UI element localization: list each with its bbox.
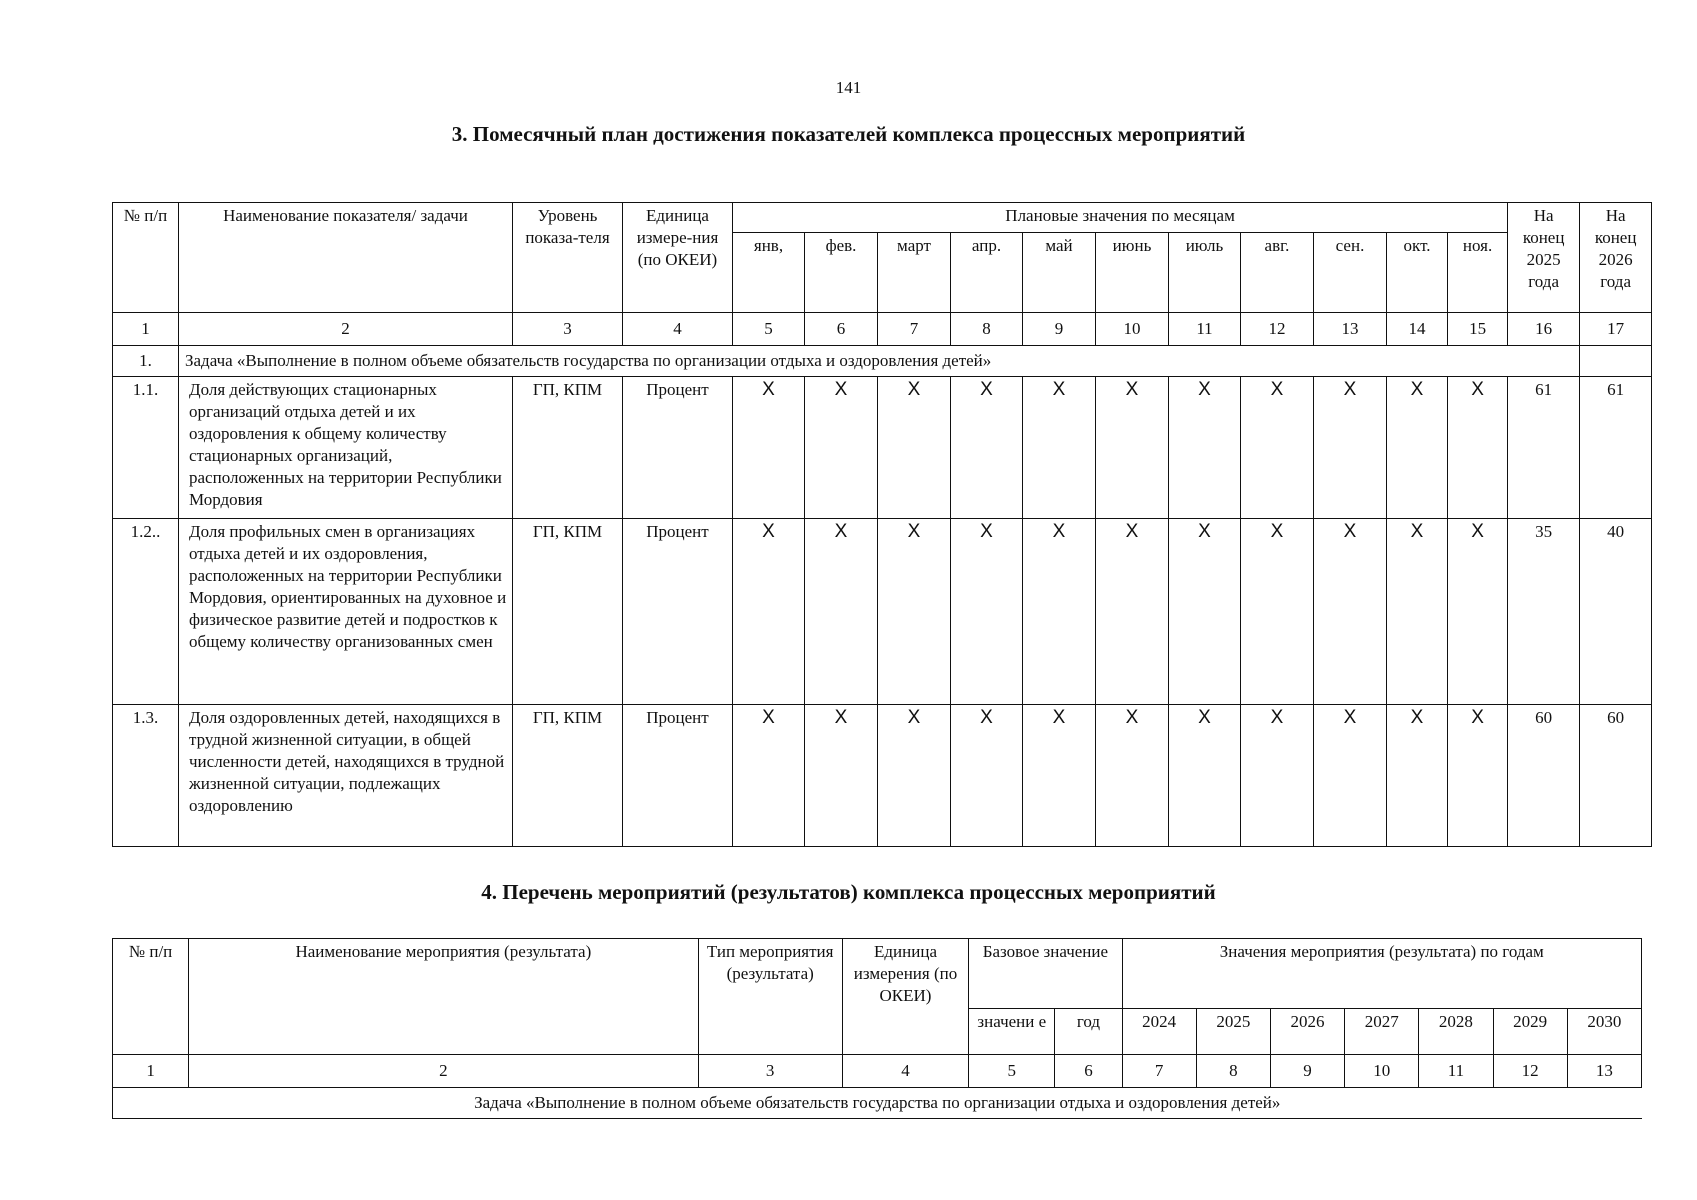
- month-value: X: [1387, 705, 1448, 847]
- header-year: 2024: [1122, 1009, 1196, 1055]
- column-number: 3: [513, 313, 623, 346]
- header-year: 2025: [1196, 1009, 1270, 1055]
- column-number: 1: [113, 1055, 189, 1088]
- month-value: X: [1023, 519, 1096, 705]
- column-number: 3: [698, 1055, 842, 1088]
- column-number: 16: [1508, 313, 1580, 346]
- header-year: 2026: [1270, 1009, 1344, 1055]
- month-value: X: [805, 705, 878, 847]
- month-value: X: [878, 705, 951, 847]
- header-base-value-year: год: [1055, 1009, 1122, 1055]
- end-2026-value: 61: [1580, 377, 1652, 519]
- header-level: Уровень показа-теля: [513, 203, 623, 313]
- month-value: X: [878, 377, 951, 519]
- column-number: 13: [1567, 1055, 1641, 1088]
- header-values-by-year: Значения мероприятия (результата) по годам: [1122, 939, 1641, 1009]
- month-value: X: [1241, 377, 1314, 519]
- end-2025-value: 60: [1508, 705, 1580, 847]
- column-number: 4: [842, 1055, 968, 1088]
- header-month: сен.: [1314, 233, 1387, 313]
- task-row: [113, 346, 1652, 377]
- row-number: 1.1.: [113, 377, 179, 519]
- column-number: 1: [113, 313, 179, 346]
- header-year: 2030: [1567, 1009, 1641, 1055]
- month-value: X: [1096, 519, 1169, 705]
- page-number: 141: [835, 78, 862, 97]
- row-number: 1.2..: [113, 519, 179, 705]
- indicator-level: ГП, КПМ: [513, 705, 623, 847]
- column-number: 11: [1419, 1055, 1493, 1088]
- header-month: окт.: [1387, 233, 1448, 313]
- header-month: фев.: [805, 233, 878, 313]
- month-value: X: [1169, 705, 1241, 847]
- header-end-2026: На конец 2026 года: [1580, 203, 1652, 313]
- header-num: № п/п: [113, 939, 189, 1055]
- column-number: 15: [1448, 313, 1508, 346]
- table-row: [113, 519, 1652, 705]
- month-value: X: [805, 519, 878, 705]
- header-indicator-name: Наименование показателя/ задачи: [179, 203, 513, 313]
- month-value: X: [1241, 705, 1314, 847]
- month-value: X: [1169, 519, 1241, 705]
- column-number: 5: [969, 1055, 1055, 1088]
- month-value: X: [1241, 519, 1314, 705]
- column-number: 13: [1314, 313, 1387, 346]
- header-activity-type: Тип мероприятия (результата): [698, 939, 842, 1055]
- header-unit: Единица измере-ния (по ОКЕИ): [623, 203, 733, 313]
- row-number: 1.3.: [113, 705, 179, 847]
- month-value: X: [805, 377, 878, 519]
- header-year: 2028: [1419, 1009, 1493, 1055]
- column-number: 7: [1122, 1055, 1196, 1088]
- month-value: X: [1387, 519, 1448, 705]
- activities-table: [112, 938, 1642, 1119]
- column-number: 7: [878, 313, 951, 346]
- header-year: 2027: [1345, 1009, 1419, 1055]
- header-month: июнь: [1096, 233, 1169, 313]
- column-number: 17: [1580, 313, 1652, 346]
- task-text: Задача «Выполнение в полном объеме обязательств государства по организации отдыха и оздоровления детей»: [179, 346, 1580, 377]
- column-number-row: [113, 1055, 1642, 1088]
- header-activity-name: Наименование мероприятия (результата): [189, 939, 698, 1055]
- column-number: 12: [1493, 1055, 1567, 1088]
- column-number: 6: [1055, 1055, 1122, 1088]
- section-3-title: 3. Помесячный план достижения показателей комплекса процессных мероприятий: [451, 122, 1246, 146]
- task-empty-cell: [1580, 346, 1652, 377]
- column-number: 2: [189, 1055, 698, 1088]
- month-value: X: [878, 519, 951, 705]
- indicator-unit: Процент: [623, 705, 733, 847]
- month-value: X: [1096, 705, 1169, 847]
- column-number: 8: [1196, 1055, 1270, 1088]
- month-value: X: [1169, 377, 1241, 519]
- month-value: X: [733, 705, 805, 847]
- task-row: [113, 1088, 1642, 1119]
- indicator-level: ГП, КПМ: [513, 377, 623, 519]
- month-value: X: [1387, 377, 1448, 519]
- indicator-unit: Процент: [623, 377, 733, 519]
- indicator-name: Доля действующих стационарных организаций отдыха детей и их оздоровления к общему количеству стационарных организаций, расположенных на территории Республики Мордовия: [179, 377, 513, 519]
- column-number: 4: [623, 313, 733, 346]
- month-value: X: [1023, 705, 1096, 847]
- column-number: 10: [1096, 313, 1169, 346]
- header-month: май: [1023, 233, 1096, 313]
- header-base-value: Базовое значение: [969, 939, 1122, 1009]
- column-number: 8: [951, 313, 1023, 346]
- task-text: Задача «Выполнение в полном объеме обязательств государства по организации отдыха и оздоровления детей»: [113, 1088, 1642, 1119]
- month-value: X: [951, 705, 1023, 847]
- column-number: 12: [1241, 313, 1314, 346]
- month-value: X: [733, 519, 805, 705]
- column-number: 9: [1270, 1055, 1344, 1088]
- header-year: 2029: [1493, 1009, 1567, 1055]
- indicator-name: Доля оздоровленных детей, находящихся в трудной жизненной ситуации, в общей численности детей, находящихся в трудной жизненной ситуации, подлежащих оздоровлению: [179, 705, 513, 847]
- month-value: X: [1448, 705, 1508, 847]
- header-month: март: [878, 233, 951, 313]
- column-number: 11: [1169, 313, 1241, 346]
- month-value: X: [1096, 377, 1169, 519]
- header-unit: Единица измерения (по ОКЕИ): [842, 939, 968, 1055]
- monthly-plan-table: [112, 202, 1652, 847]
- month-value: X: [1448, 377, 1508, 519]
- header-month: авг.: [1241, 233, 1314, 313]
- month-value: X: [951, 519, 1023, 705]
- indicator-level: ГП, КПМ: [513, 519, 623, 705]
- month-value: X: [1314, 519, 1387, 705]
- column-number-row: [113, 313, 1652, 346]
- header-end-2025: На конец 2025 года: [1508, 203, 1580, 313]
- month-value: X: [1314, 377, 1387, 519]
- month-value: X: [1023, 377, 1096, 519]
- month-value: X: [733, 377, 805, 519]
- end-2026-value: 40: [1580, 519, 1652, 705]
- table-row: [113, 377, 1652, 519]
- header-num: № п/п: [113, 203, 179, 313]
- header-month: июль: [1169, 233, 1241, 313]
- task-number: 1.: [113, 346, 179, 377]
- header-month: апр.: [951, 233, 1023, 313]
- column-number: 2: [179, 313, 513, 346]
- header-plan-by-month: Плановые значения по месяцам: [733, 203, 1508, 233]
- column-number: 6: [805, 313, 878, 346]
- month-value: X: [1314, 705, 1387, 847]
- month-value: X: [951, 377, 1023, 519]
- column-number: 5: [733, 313, 805, 346]
- column-number: 9: [1023, 313, 1096, 346]
- header-month: янв,: [733, 233, 805, 313]
- table-row: [113, 705, 1652, 847]
- column-number: 14: [1387, 313, 1448, 346]
- section-4-title: 4. Перечень мероприятий (результатов) комплекса процессных мероприятий: [481, 880, 1216, 904]
- month-value: X: [1448, 519, 1508, 705]
- header-month: ноя.: [1448, 233, 1508, 313]
- indicator-name: Доля профильных смен в организациях отдыха детей и их оздоровления, расположенных на территории Республики Мордовия, ориентированных на духовное и физическое развитие детей и подростков к общему количеству организованных смен: [179, 519, 513, 705]
- indicator-unit: Процент: [623, 519, 733, 705]
- end-2026-value: 60: [1580, 705, 1652, 847]
- end-2025-value: 35: [1508, 519, 1580, 705]
- end-2025-value: 61: [1508, 377, 1580, 519]
- header-base-value-value: значени е: [969, 1009, 1055, 1055]
- column-number: 10: [1345, 1055, 1419, 1088]
